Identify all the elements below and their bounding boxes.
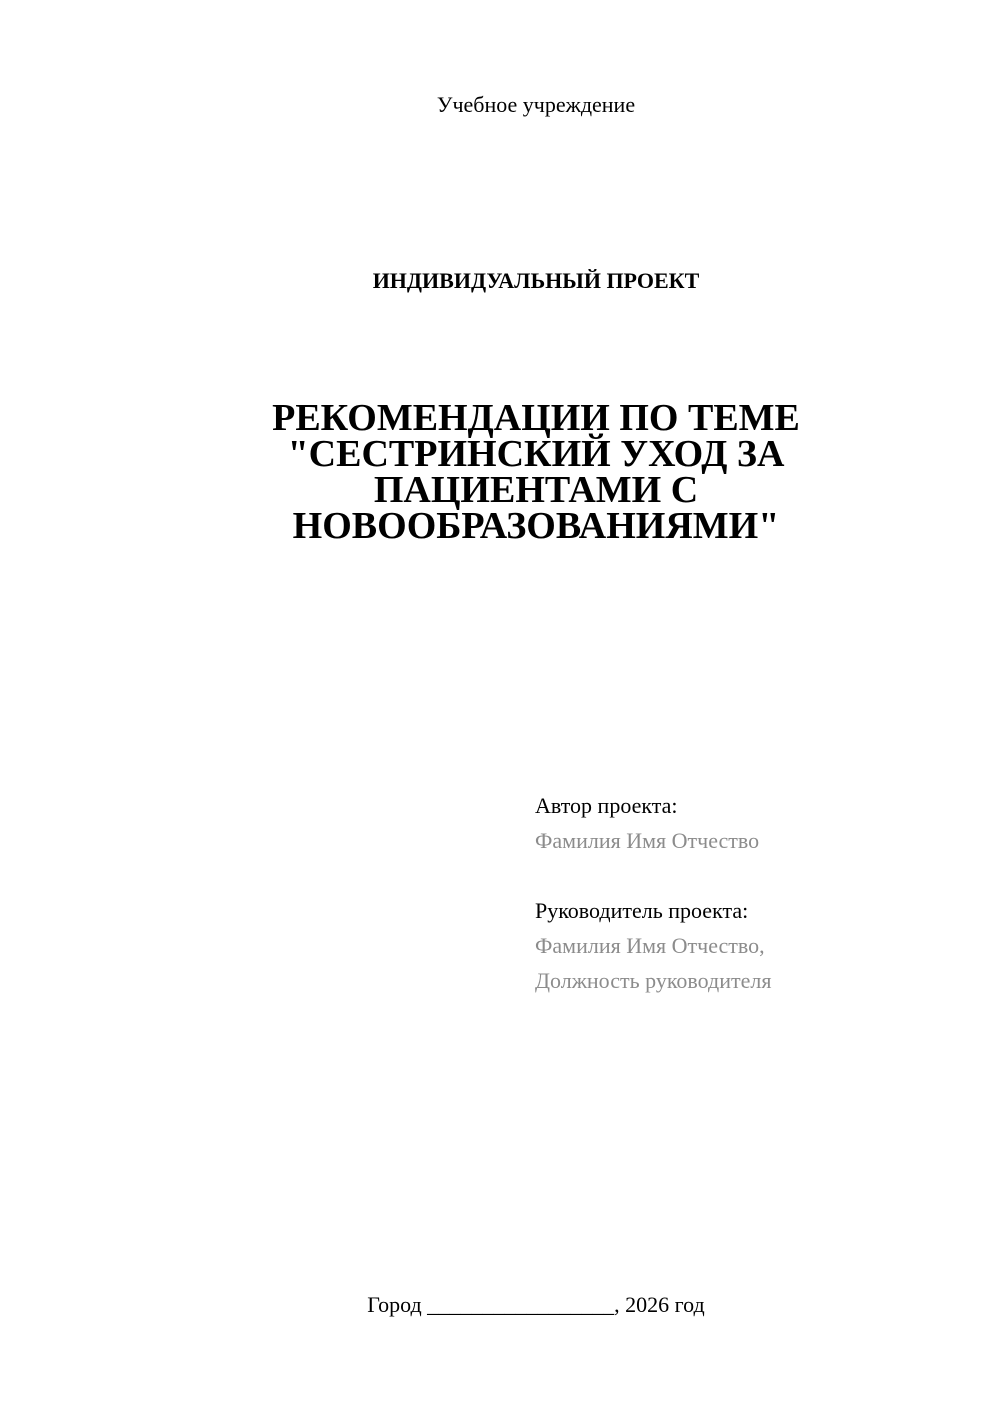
supervisor-label: Руководитель проекта: <box>535 898 749 923</box>
topic-line: "СЕСТРИНСКИЙ УХОД ЗА <box>287 433 785 475</box>
topic-line: РЕКОМЕНДАЦИИ ПО ТЕМЕ <box>272 397 800 439</box>
topic-line: НОВООБРАЗОВАНИЯМИ" <box>292 505 780 547</box>
supervisor-name: Фамилия Имя Отчество, <box>535 933 765 958</box>
author-section <box>535 788 975 858</box>
document-type: ИНДИВИДУАЛЬНЫЙ ПРОЕКТ <box>372 268 700 293</box>
credits-block <box>535 788 975 998</box>
topic-line: ПАЦИЕНТАМИ С <box>373 469 699 511</box>
city-year-line: Город _________________, 2026 год <box>367 1292 705 1317</box>
author-label: Автор проекта: <box>535 793 678 818</box>
project-topic <box>236 397 836 547</box>
author-name: Фамилия Имя Отчество <box>535 828 760 853</box>
institution-name: Учебное учреждение <box>436 92 636 117</box>
supervisor-section <box>535 893 975 998</box>
supervisor-position: Должность руководителя <box>535 968 772 993</box>
